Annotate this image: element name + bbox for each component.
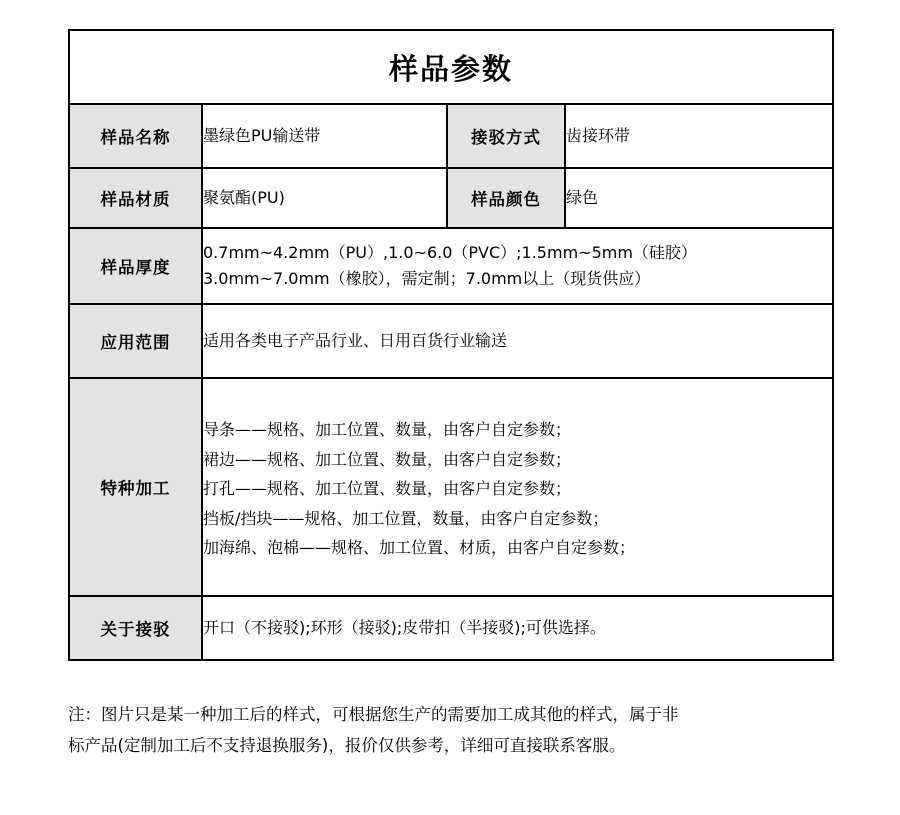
table-row: [69, 104, 833, 168]
row-label-special-processing: 特种加工: [69, 378, 202, 596]
note-line: 注：图片只是某一种加工后的样式，可根据您生产的需要加工成其他的样式，属于非: [68, 705, 679, 724]
sample-parameters-table: [68, 29, 834, 661]
list-item: 加海绵、泡棉——规格、加工位置、材质，由客户自定参数；: [203, 538, 636, 558]
row-value-application-scope: 适用各类电子产品行业、日用百货行业输送: [202, 304, 833, 378]
table-row: [69, 228, 833, 304]
list-item: 导条——规格、加工位置、数量，由客户自定参数；: [203, 420, 572, 440]
list-item: 挡板/挡块——规格、加工位置，数量，由客户自定参数；: [203, 508, 609, 528]
table-row: [69, 168, 833, 228]
row-label-about-joint: 关于接驳: [69, 596, 202, 660]
special-processing-list: [203, 415, 832, 563]
list-item: 裙边——规格、加工位置、数量，由客户自定参数；: [203, 449, 572, 469]
row-label-application-scope: 应用范围: [69, 304, 202, 378]
thickness-line: 3.0mm~7.0mm（橡胶），需定制；7.0mm以上（现货供应）: [203, 269, 651, 288]
page-title: 样品参数: [69, 30, 833, 104]
thickness-line: 0.7mm~4.2mm（PU）,1.0~6.0（PVC）;1.5mm~5mm（硅胶）: [203, 243, 697, 263]
row-value-sample-thickness: [202, 228, 833, 304]
row-value-sample-color: 绿色: [565, 168, 833, 228]
thickness-lines: [203, 240, 832, 292]
table-row: [69, 304, 833, 378]
row-label-sample-thickness: 样品厚度: [69, 228, 202, 304]
list-item: 打孔——规格、加工位置、数量，由客户自定参数；: [203, 479, 572, 499]
table-title-row: [69, 30, 833, 104]
row-value-special-processing: [202, 378, 833, 596]
row-value-joint-method: 齿接环带: [565, 104, 833, 168]
note-line: 标产品(定制加工后不支持退换服务)，报价仅供参考，详细可直接联系客服。: [68, 735, 626, 755]
footer-note: [68, 700, 848, 761]
table-row: [69, 378, 833, 596]
table-row: [69, 596, 833, 660]
row-label-joint-method: 接驳方式: [447, 104, 565, 168]
row-label-sample-name: 样品名称: [69, 104, 202, 168]
row-value-sample-material: 聚氨酯(PU): [202, 168, 447, 228]
row-value-sample-name: 墨绿色PU输送带: [202, 104, 447, 168]
row-label-sample-color: 样品颜色: [447, 168, 565, 228]
row-label-sample-material: 样品材质: [69, 168, 202, 228]
row-value-about-joint: 开口（不接驳);环形（接驳);皮带扣（半接驳);可供选择。: [202, 596, 833, 660]
